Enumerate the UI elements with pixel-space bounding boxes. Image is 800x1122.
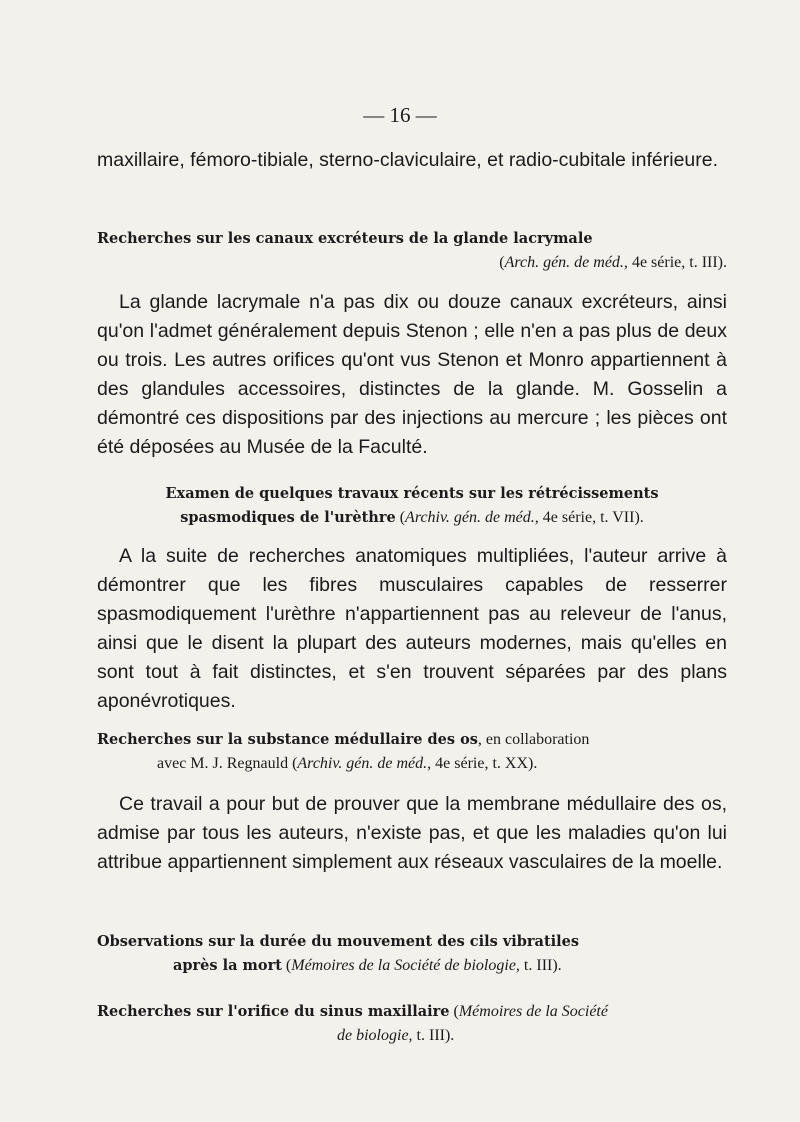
paragraph-text: Ce travail a pour but de prouver que la membrane médullaire des os, admise par tous les auteurs, n'existe pas, et que les maladies qu'on lui attribue appartiennent simplement aux réseaux vasculaires de la moelle. — [97, 793, 727, 873]
reference-journal-cont: de biologie, — [337, 1027, 413, 1044]
reference-open: ( — [499, 254, 505, 271]
section-cils — [97, 930, 727, 978]
section-reference — [97, 251, 727, 275]
heading-text: Recherches sur l'orifice du sinus maxillaire — [97, 1003, 450, 1020]
heading-text: après la mort — [173, 957, 282, 974]
section-heading: Recherches sur l'orifice du sinus maxillaire (Mémoires de la Société — [97, 1003, 608, 1020]
section-heading-line2: après la mort (Mémoires de la Société de biologie, t. III). — [173, 957, 562, 974]
page-number: — 16 — — [363, 103, 437, 127]
reference-details: 4e série, t. III). — [627, 254, 727, 271]
collaboration-note: , en collaboration — [477, 731, 590, 748]
heading-text: Recherches sur les canaux excréteurs de la glande lacrymale — [97, 230, 593, 247]
reference-journal: Mémoires de la Société de biologie, — [291, 957, 520, 974]
section-sinus — [97, 1000, 727, 1048]
section-heading — [97, 728, 727, 752]
reference-journal: Mémoires de la Société — [458, 1003, 608, 1020]
section-lacrymale-body — [97, 288, 727, 462]
section-urethre-body — [97, 542, 727, 716]
section-heading-line2: spasmodiques de l'urèthre (Archiv. gén. de méd., 4e série, t. VII). — [180, 509, 644, 526]
paragraph-text: La glande lacrymale n'a pas dix ou douze canaux excréteurs, ainsi qu'on l'admet généralement depuis Stenon ; elle n'en a pas plus de deux ou trois. Les autres orifices qu'ont vus Stenon et Monro appartiennent à des glandules accessoires, distinctes de la glande. M. Gosselin a démontré ces dispositions par des injections au mercure ; les pièces ont été déposées au Musée de la Faculté. — [97, 291, 727, 458]
reference-journal: Archiv. gén. de méd., — [405, 509, 539, 526]
section-moelle — [97, 728, 727, 776]
section-heading: Observations sur la durée du mouvement des cils vibratiles — [97, 933, 580, 950]
paragraph-continuation — [97, 146, 727, 175]
paragraph-text: A la suite de recherches anatomiques multipliées, l'auteur arrive à démontrer que les fibres musculaires capables de resserrer spasmodiquement l'urèthre n'appartiennent pas au releveur de l'anus, ainsi que le disent la plupart des auteurs modernes, mais qu'elles en sont tout à fait distinctes, et s'en trouvent séparées par des plans aponévrotiques. — [97, 545, 727, 712]
reference-journal: Arch. gén. de méd., — [504, 254, 628, 271]
section-urethre — [97, 482, 727, 530]
reference-details: t. III). — [412, 1027, 455, 1044]
reference-journal: Archiv. gén. de méd., — [297, 755, 432, 772]
collaborator: avec M. J. Regnauld ( — [157, 755, 298, 772]
section-heading: Examen de quelques travaux récents sur les rétrécissements — [165, 485, 659, 502]
heading-text: spasmodiques de l'urèthre — [180, 509, 396, 526]
section-lacrymale — [97, 227, 727, 275]
reference-details: t. III). — [519, 957, 562, 974]
section-reference — [97, 1024, 727, 1048]
paragraph-text: maxillaire, fémoro-tibiale, sterno-claviculaire, et radio-cubitale inférieure. — [97, 149, 719, 171]
section-moelle-body — [97, 790, 727, 877]
reference-details: 4e série, t. VII). — [538, 509, 644, 526]
section-reference — [97, 752, 727, 776]
section-heading — [97, 227, 727, 251]
heading-text: Recherches sur la substance médullaire des os — [97, 731, 478, 748]
reference-details: 4e série, t. XX). — [431, 755, 538, 772]
